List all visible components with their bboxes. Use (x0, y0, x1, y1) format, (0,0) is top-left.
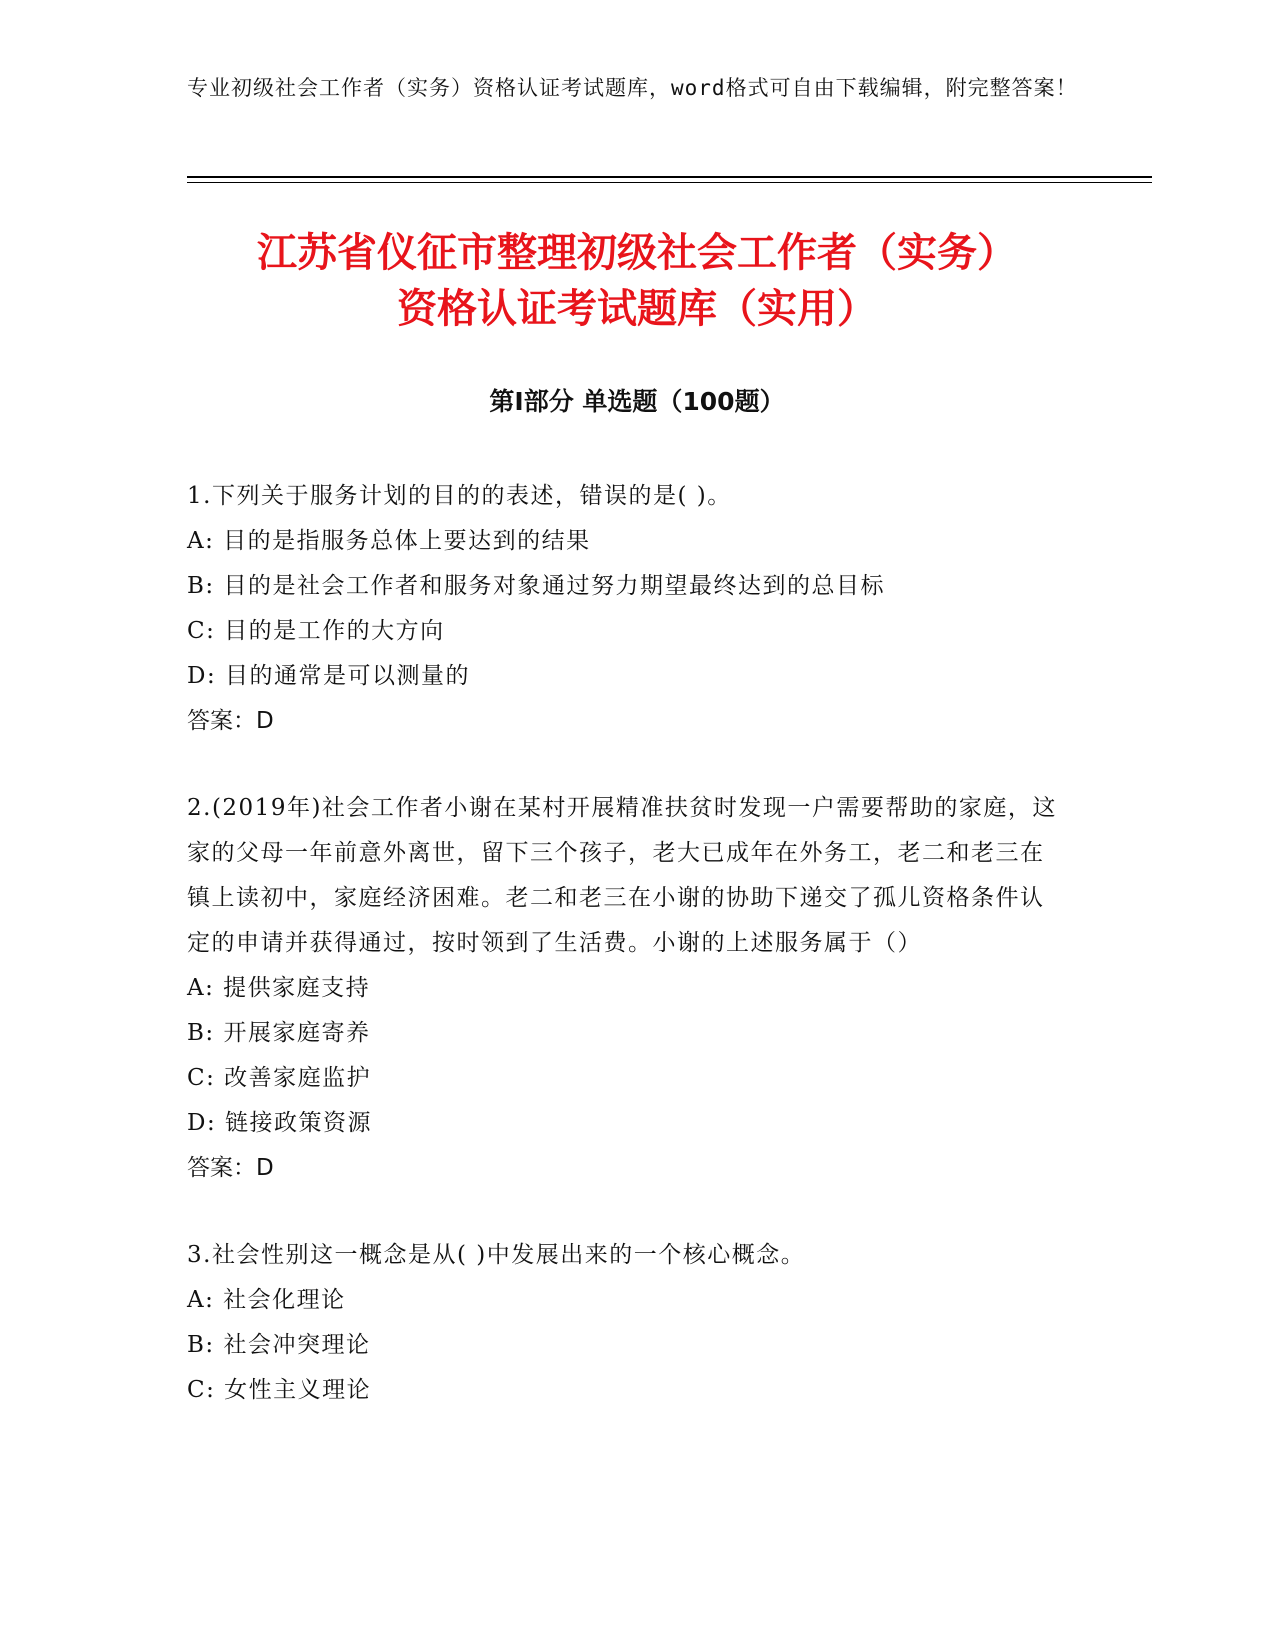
question-list (187, 474, 1067, 1455)
document-title-line-2: 资格认证考试题库（实用） (397, 286, 877, 332)
option-a: A: 提供家庭支持 (187, 975, 371, 1001)
question-stem: 2.(2019年)社会工作者小谢在某村开展精准扶贫时发现一户需要帮助的家庭，这家的父母一年前意外离世，留下三个孩子，老大已成年在外务工，老二和老三在镇上读初中，家庭经济困难。老二和老三在小谢的协助下递交了孤儿资格条件认定的申请并获得通过，按时领到了生活费。小谢的上述服务属于（） (187, 795, 1057, 956)
question-3 (187, 1233, 1067, 1413)
question-2 (187, 786, 1067, 1191)
question-stem: 3.社会性别这一概念是从( )中发展出来的一个核心概念。 (187, 1242, 806, 1268)
answer: 答案：D (187, 708, 274, 734)
option-c: C: 目的是工作的大方向 (187, 618, 445, 644)
option-b: B: 开展家庭寄养 (187, 1020, 371, 1046)
header-note: 专业初级社会工作者（实务）资格认证考试题库，word格式可自由下载编辑，附完整答案！ (187, 76, 1078, 100)
header-rule-thin (187, 182, 1152, 183)
option-d: D: 链接政策资源 (187, 1110, 373, 1136)
document-title (137, 225, 1137, 337)
document-title-line-1: 江苏省仪征市整理初级社会工作者（实务） (257, 230, 1017, 276)
option-a: A: 目的是指服务总体上要达到的结果 (187, 528, 591, 554)
question-stem: 1.下列关于服务计划的目的的表述，错误的是( )。 (187, 483, 732, 509)
section-title: 第I部分 单选题（100题） (489, 387, 785, 416)
option-a: A: 社会化理论 (187, 1287, 346, 1313)
question-1 (187, 474, 1067, 744)
option-b: B: 目的是社会工作者和服务对象通过努力期望最终达到的总目标 (187, 573, 885, 599)
option-c: C: 改善家庭监护 (187, 1065, 372, 1091)
option-c: C: 女性主义理论 (187, 1377, 372, 1403)
answer: 答案：D (187, 1155, 274, 1181)
option-d: D: 目的通常是可以测量的 (187, 663, 471, 689)
header-rule-thick (187, 176, 1152, 178)
option-b: B: 社会冲突理论 (187, 1332, 371, 1358)
